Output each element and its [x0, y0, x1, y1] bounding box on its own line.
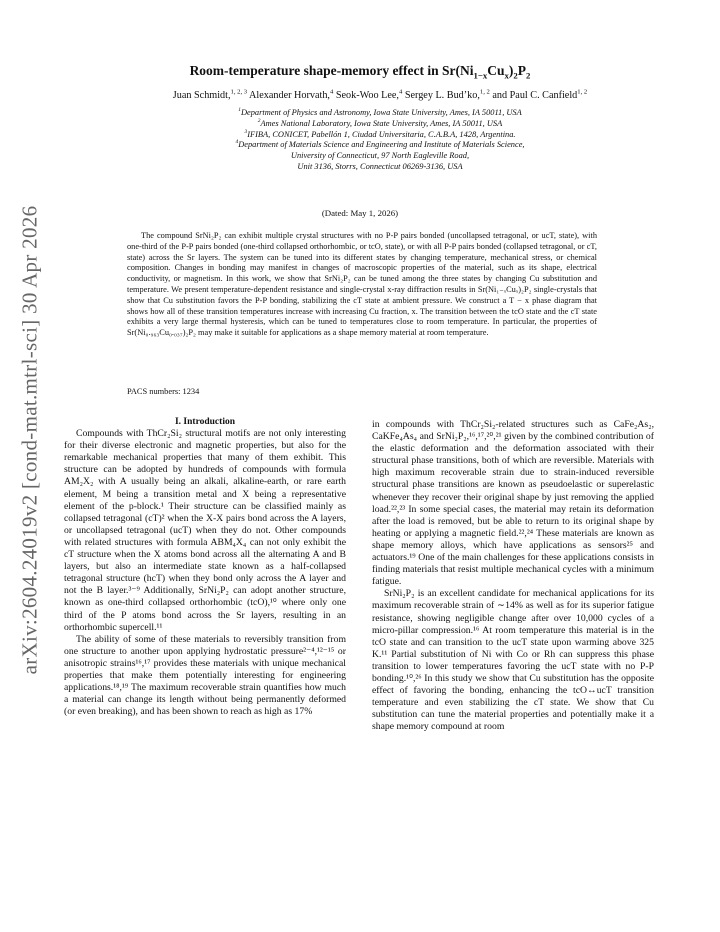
pacs-numbers: PACS numbers: 1234: [127, 387, 200, 396]
body-paragraph: in compounds with ThCr₂Si₂-related structures such as CaFe₂As₂, CaKFe₄As₄ and SrNi₂P₂,¹⁶,¹⁷,²⁰,²¹ given by the combined contribution of the elastic deformation and the deformation associated with their structural phase transitions, both of which are reversible. Materials with high maximum recoverable strain due to strain-induced reversible structural phase transitions are known as pseudoelastic or superelastic whenever they recover their original shape by just removing the applied load.²²,²³ In some special cases, the material may retain its deformation after the load is removed, but be able to return to its original shape by heating or applying a magnetic field.²²,²⁴ These materials are known as shape memory alloys, which have applications as sensors²⁵ and actuators.¹⁹ One of the main challenges for these applications consists in finding materials that resist multiple mechanical cycles with a minimum fatigue.: [372, 419, 654, 588]
affiliation-line: [100, 162, 660, 173]
right-column: [372, 419, 654, 733]
affiliation-line: [100, 119, 660, 130]
author-affil-sup: 4: [398, 88, 403, 96]
author-name: Seok-Woo Lee,: [333, 90, 399, 101]
affiliation-sup: 1: [238, 107, 241, 114]
title-part: Cu: [487, 63, 505, 78]
title-part: 2: [513, 70, 518, 81]
title-part: Room-temperature shape-memory effect in Sr(Ni: [189, 63, 474, 78]
affiliation-line: [100, 151, 660, 162]
body-paragraph: Compounds with ThCr₂Si₂ structural motifs are not only interesting for their diverse electronic and magnetic properties, but also for the remarkable mechanical properties that many of them exhibit. This structure can be adopted by hundreds of compounds with formula AM₂X₂ with A usually being an alkali, alkaline-earth, or rare earth element, M being a transition metal and X being a representative element of the p-block.¹ Their structure can be classified mainly as collapsed tetragonal (cT)² when the X-X pairs bond across the A layers, or uncollapsed tetragonal (ucT) when they do not. Other compounds with related structures with formula ABM₄X₄ can not only exhibit the cT structure when the X atoms bond across all the alternating A and B layers, but also an intermediate state known as a half-collapsed tetragonal structure (hcT) when they bond only across the A layer and not the B layer.³⁻⁹ Additionally, SrNi₂P₂ can adopt another structure, known as one-third collapsed orthorhombic (tcO),¹⁰ where only one third of the P atoms bond across the Sr layers, resulting in an orthorhombic supercell.¹¹: [64, 428, 346, 633]
affiliation-text: Ames National Laboratory, Iowa State University, Ames, IA 50011, USA: [260, 118, 503, 128]
dated-line: (Dated: May 1, 2026): [321, 208, 399, 218]
section-heading: I. Introduction: [174, 417, 235, 427]
title-part: 2: [526, 70, 531, 81]
author-affil-sup: 1, 2: [577, 88, 588, 96]
title-part: 1−x: [473, 70, 488, 81]
affiliation-sup: 2: [257, 118, 261, 124]
affiliation-line: [100, 130, 660, 141]
arxiv-id-text: arXiv:2604.24019v2 [cond-mat.mtrl-sci] 30 Apr 2026: [17, 205, 42, 675]
title-part: ): [508, 63, 514, 78]
title-part: x: [504, 70, 509, 81]
affiliation-sup: 4: [235, 139, 239, 146]
author-name: Alexander Horvath,: [247, 90, 330, 101]
affiliation-text: University of Connecticut, 97 North Eagleville Road,: [290, 151, 470, 161]
affiliation-line: [100, 140, 660, 151]
body-paragraph: The ability of some of these materials to reversibly transition from one structure to another upon applying hydrostatic pressure²⁻⁴,¹²⁻¹⁵ or anisotropic strains¹⁶,¹⁷ provides these materials with unique mechanical properties that make them potentially interesting for engineering applications.¹⁸,¹⁹ The maximum recoverable strain quantifies how much a material can change its length without being permanently deformed (or even breaking), and has been shown to reach as high as 17%: [64, 633, 346, 718]
left-column: [64, 416, 346, 718]
affiliation-text: Department of Physics and Astronomy, Iowa State University, Ames, IA 50011, USA: [240, 108, 522, 117]
author-name: and Paul C. Canfield: [489, 90, 578, 101]
author-name: Sergey L. Bud’ko,: [402, 90, 480, 101]
author-name: Juan Schmidt,: [172, 90, 231, 101]
affiliation-sup: 3: [244, 128, 248, 135]
paper-title: [0, 63, 720, 79]
author-affil-sup: 1, 2, 3: [230, 88, 248, 96]
author-affil-sup: 1, 2: [479, 88, 490, 96]
affiliation-text: Department of Materials Science and Engineering and Institute of Materials Science,: [238, 140, 525, 150]
affiliation-line: [100, 108, 660, 119]
author-affil-sup: 4: [329, 88, 334, 96]
abstract: [127, 231, 597, 339]
title-part: P: [517, 63, 527, 78]
affiliation-text: IFIBA, CONICET, Pabellón 1, Ciudad Universitaria, C.A.B.A, 1428, Argentina.: [247, 129, 516, 139]
author-list: [60, 90, 700, 101]
arxiv-identifier: [10, 200, 50, 680]
abstract-text: The compound SrNi₂P₂ can exhibit multiple crystal structures with no P-P pairs bonded (uncollapsed tetragonal, or ucT, state), with one-third of the P-P pairs bonded (one-third collapsed orthorhombic, or tcO, state), or with all P-P pairs bonded (collapsed tetragonal, or cT, state) across the Sr layers. The system can be tuned into its different states by changing temperature, mechanical stress, or chemical composition. Changes in bonding may manifest in changes of macroscopic properties of the material, such as its shape, electrical conductivity, or magnetism. In this work, we show that SrNi₂P₂ can be tuned among the three states by changing Cu substitution and temperature. We present temperature-dependent resistance and single-crystal x-ray diffraction results in Sr(Ni₁₋ₓCuₓ)₂P₂ single-crystals that show that Cu substitution favors the P-P bonding, stabilizing the cT state at ambient pressure. We construct a T − x phase diagram that shows how all of these transition temperatures increase with increasing Cu fraction, x. The transition between the tcO state and the cT state exhibits a very large thermal hysteresis, which can be tuned to temperatures close to room temperature. In particular, the properties of Sr(Ni₀.₉₆₃Cu₀.₀₃₇)₂P₂ may make it suitable for applications as a shape memory material at room temperature.: [127, 231, 597, 338]
affiliations: [100, 108, 660, 173]
body-paragraph: SrNi₂P₂ is an excellent candidate for mechanical applications for its maximum recoverable strain of ∼14% as well as for its superior fatigue resistance, showing negligible change after over 10,000 cycles of a micro-pillar compression.¹⁶ At room temperature this material is in the tcO state and can transition to the ucT state upon warming above 325 K.¹¹ Partial substitution of Ni with Co or Rh can suppress this phase transition to lower temperatures favoring the ucT state with no P-P bonding.¹⁰,²⁶ In this study we show that Cu substitution has the opposite effect of favoring the bonding, enhancing the tcO↔ucT transition temperature and even stabilizing the cT state. We show that Cu substitution can tune the material properties and potentially make it a shape memory compound at room: [372, 588, 654, 733]
affiliation-text: Unit 3136, Storrs, Connecticut 06269-3136, USA: [297, 161, 463, 171]
